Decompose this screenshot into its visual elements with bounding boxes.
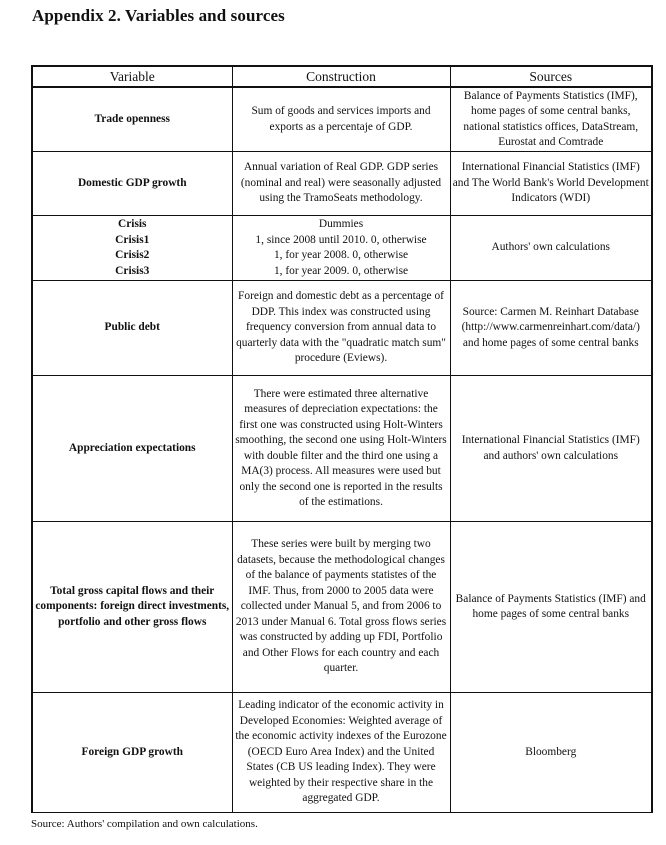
- sources-cell: Balance of Payments Statistics (IMF) and home pages of some central banks: [450, 522, 652, 693]
- appendix-title: Appendix 2. Variables and sources: [32, 6, 285, 25]
- table-row-foreign-gdp-growth: [32, 693, 652, 813]
- table-row-crisis: [32, 216, 652, 281]
- variable-cell: [32, 216, 232, 281]
- sources-cell: Bloomberg: [450, 693, 652, 813]
- construction-crisis3: 1, for year 2009. 0, otherwise: [273, 264, 409, 277]
- table-header-row: [32, 66, 652, 87]
- sources-cell: Authors' own calculations: [450, 216, 652, 281]
- table-row-trade-openness: [32, 87, 652, 152]
- header-construction: Construction: [232, 66, 450, 87]
- table-row-capital-flows: [32, 522, 652, 693]
- construction-cell: [232, 216, 450, 281]
- variable-cell: Domestic GDP growth: [32, 152, 232, 216]
- variable-cell: Public debt: [32, 281, 232, 376]
- table-row-appreciation-expectations: [32, 376, 652, 522]
- source-note: Source: Authors' compilation and own calculations.: [31, 818, 258, 830]
- header-variable: Variable: [32, 66, 232, 87]
- variable-crisis2: Crisis2: [115, 249, 150, 261]
- variable-cell: Appreciation expectations: [32, 376, 232, 522]
- variable-crisis3: Crisis3: [115, 264, 150, 277]
- sources-cell: International Financial Statistics (IMF) and authors' own calculations: [450, 376, 652, 522]
- construction-crisis1: 1, since 2008 until 2010. 0, otherwise: [255, 233, 427, 246]
- construction-cell: Foreign and domestic debt as a percentage of DDP. This index was constructed using frequency conversion from annual data to quarterly data with the "quadratic match sum" procedure (Eviews).: [232, 281, 450, 376]
- construction-cell: Leading indicator of the economic activity in Developed Economies: Weighted average of the economic activity indexes of the Eurozone (OECD Euro Area Index) and the United States (CB US leading Index). They were weighted by their respective share in the aggregated GDP.: [232, 693, 450, 813]
- variable-crisis: Crisis: [118, 218, 147, 230]
- variable-cell: Foreign GDP growth: [32, 693, 232, 813]
- variable-cell: Trade openness: [32, 87, 232, 152]
- sources-cell: International Financial Statistics (IMF) and The World Bank's World Development Indicators (WDI): [450, 152, 652, 216]
- sources-cell: Balance of Payments Statistics (IMF), home pages of some central banks, national statistics offices, DataStream, Eurostat and Comtrade: [450, 87, 652, 152]
- variable-crisis1: Crisis1: [115, 233, 150, 246]
- construction-cell: Annual variation of Real GDP. GDP series (nominal and real) were seasonally adjusted using the TramoSeats methodology.: [232, 152, 450, 216]
- variables-sources-table: [31, 65, 653, 813]
- table-row-domestic-gdp-growth: [32, 152, 652, 216]
- construction-cell: These series were built by merging two datasets, because the methodological changes of the balance of payments statistes of the IMF. Thus, from 2000 to 2005 data were collected under Manual 5, and from 2006 to 2013 under Manual 6. Total gross flows series was constructed by adding up FDI, Portfolio and Other Flows for each country and each quarter.: [232, 522, 450, 693]
- table-row-public-debt: [32, 281, 652, 376]
- construction-dummies: Dummies: [318, 218, 364, 230]
- construction-crisis2: 1, for year 2008. 0, otherwise: [273, 249, 409, 261]
- variable-cell: Total gross capital flows and their components: foreign direct investments, portfolio and other gross flows: [32, 522, 232, 693]
- header-sources: Sources: [450, 66, 652, 87]
- construction-cell: There were estimated three alternative measures of depreciation expectations: the first one was constructed using Holt-Winters smoothing, the second one using Holt-Winters with double filter and the third one using a MA(3) process. All measures were used but only the second one is reported in the results of the estimations.: [232, 376, 450, 522]
- sources-cell: Source: Carmen M. Reinhart Database (http://www.carmenreinhart.com/data/) and home pages of some central banks: [450, 281, 652, 376]
- construction-cell: Sum of goods and services imports and exports as a percentaje of GDP.: [232, 87, 450, 152]
